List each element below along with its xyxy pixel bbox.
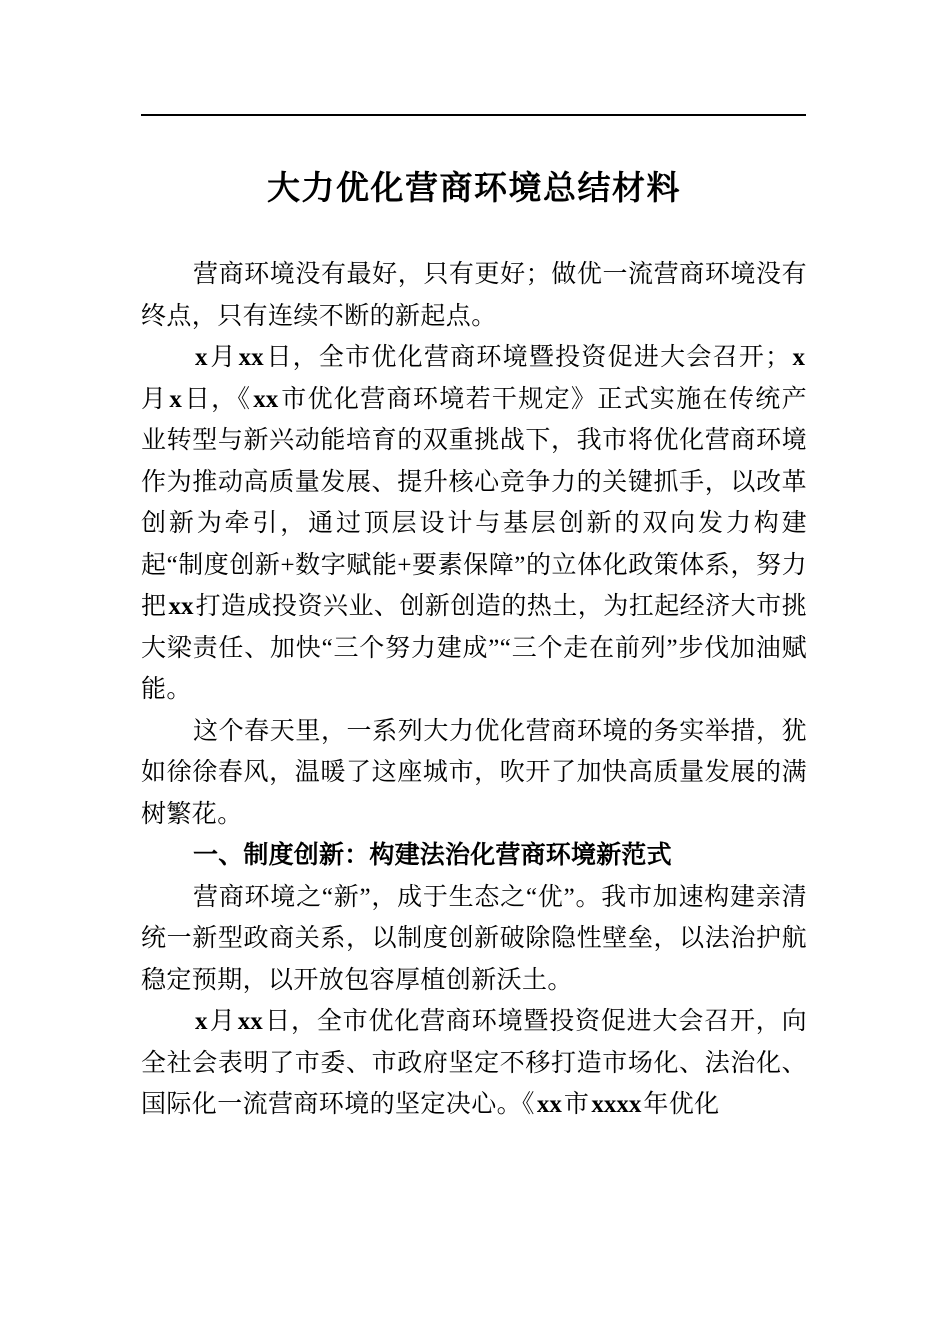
page-title: 大力优化营商环境总结材料: [267, 168, 681, 207]
paragraph-3: 这个春天里，一系列大力优化营商环境的务实举措，犹如徐徐春风，温暖了这座城市，吹开了加快高质量发展的满树繁花。: [141, 717, 807, 828]
placeholder-token: x: [195, 344, 208, 371]
placeholder-token: xxxx: [591, 1091, 642, 1118]
placeholder-token: x: [792, 344, 805, 371]
placeholder-token: xx: [536, 1091, 562, 1118]
placeholder-token: x: [169, 385, 182, 413]
header-rule-divider: [141, 114, 806, 116]
placeholder-token: xx: [168, 593, 194, 620]
placeholder-token: x: [195, 1008, 208, 1035]
placeholder-token: xx: [253, 385, 279, 413]
paragraph-2: x月xx日，全市优化营商环境暨投资促进大会召开；x月x日，《xx市优化营商环境若干规定》正式实施在传统产业转型与新兴动能培育的双重挑战下，我市将优化营商环境作为推动高质量发展、提升核心竞争力的关键抓手，以改革创新为牵引，通过顶层设计与基层创新的双向发力构建起“制度创新+数字赋能+要素保障”的立体化政策体系，努力把xx打造成投资兴业、创新创造的热土，为扛起经济大市挑大梁责任、加快“三个努力建成”“三个走在前列”步伐加油赋能。: [141, 344, 807, 703]
placeholder-token: xx: [237, 1008, 263, 1035]
paragraph-5: x月xx日，全市优化营商环境暨投资促进大会召开，向全社会表明了市委、市政府坚定不移打造市场化、法治化、国际化一流营商环境的坚定决心。《xx市xxxx年优化: [141, 1008, 807, 1118]
document-content: [141, 150, 807, 1126]
paragraph-4: 营商环境之“新”，成于生态之“优”。我市加速构建亲清统一新型政商关系，以制度创新破除隐性壁垒，以法治护航稳定预期，以开放包容厚植创新沃土。: [141, 883, 807, 994]
placeholder-token: xx: [238, 344, 264, 371]
paragraph-1: 营商环境没有最好，只有更好；做优一流营商环境没有终点，只有连续不断的新起点。: [141, 261, 807, 330]
section-heading-1: 一、制度创新：构建法治化营商环境新范式: [193, 841, 672, 869]
